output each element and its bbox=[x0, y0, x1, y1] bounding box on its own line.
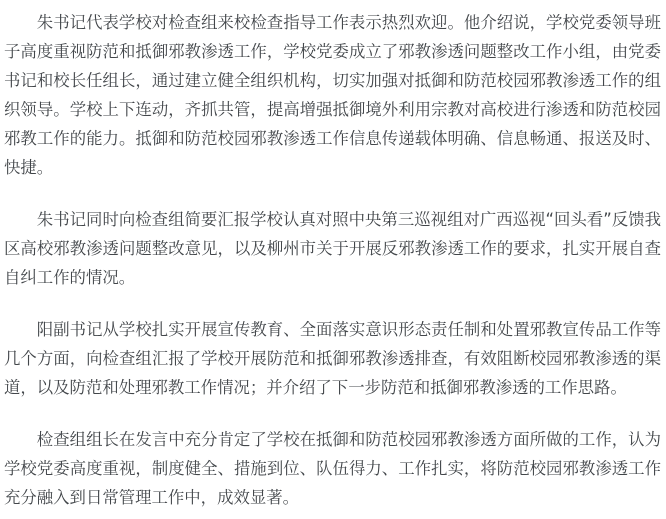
paragraph-report-inspection: 朱书记同时向检查组简要汇报学校认真对照中央第三巡视组对广西巡视“回头看”反馈我区高校邪教渗透问题整改意见，以及柳州市关于开展反邪教渗透工作的要求，扎实开展自查自纠工作的情况。 bbox=[4, 210, 661, 287]
paragraph-inspection-leader-remarks: 检查组组长在发言中充分肯定了学校在抵御和防范校园邪教渗透方面所做的工作，认为学校党委高度重视，制度健全、措施到位、队伍得力、工作扎实，将防范校园邪教渗透工作充分融入到日常管理工作中，成效显著。 bbox=[4, 430, 661, 507]
paragraph-deputy-secretary-report: 阳副书记从学校扎实开展宣传教育、全面落实意识形态责任制和处置邪教宣传品工作等几个方面，向检查组汇报了学校开展防范和抵御邪教渗透排查，有效阻断校园邪教渗透的渠道，以及防范和处理邪教工作情况；并介绍了下一步防范和抵御邪教渗透的工作思路。 bbox=[4, 320, 661, 397]
paragraph-welcome-intro: 朱书记代表学校对检查组来校检查指导工作表示热烈欢迎。他介绍说，学校党委领导班子高度重视防范和抵御邪教渗透工作，学校党委成立了邪教渗透问题整改工作小组，由党委书记和校长任组长，通过建立健全组织机构，切实加强对抵御和防范校园邪教渗透工作的组织领导。学校上下连动，齐抓共管，提高增强抵御境外利用宗教对高校进行渗透和防范校园邪教工作的能力。抵御和防范校园邪教渗透工作信息传递载体明确、信息畅通、报送及时、快捷。 bbox=[4, 13, 661, 177]
